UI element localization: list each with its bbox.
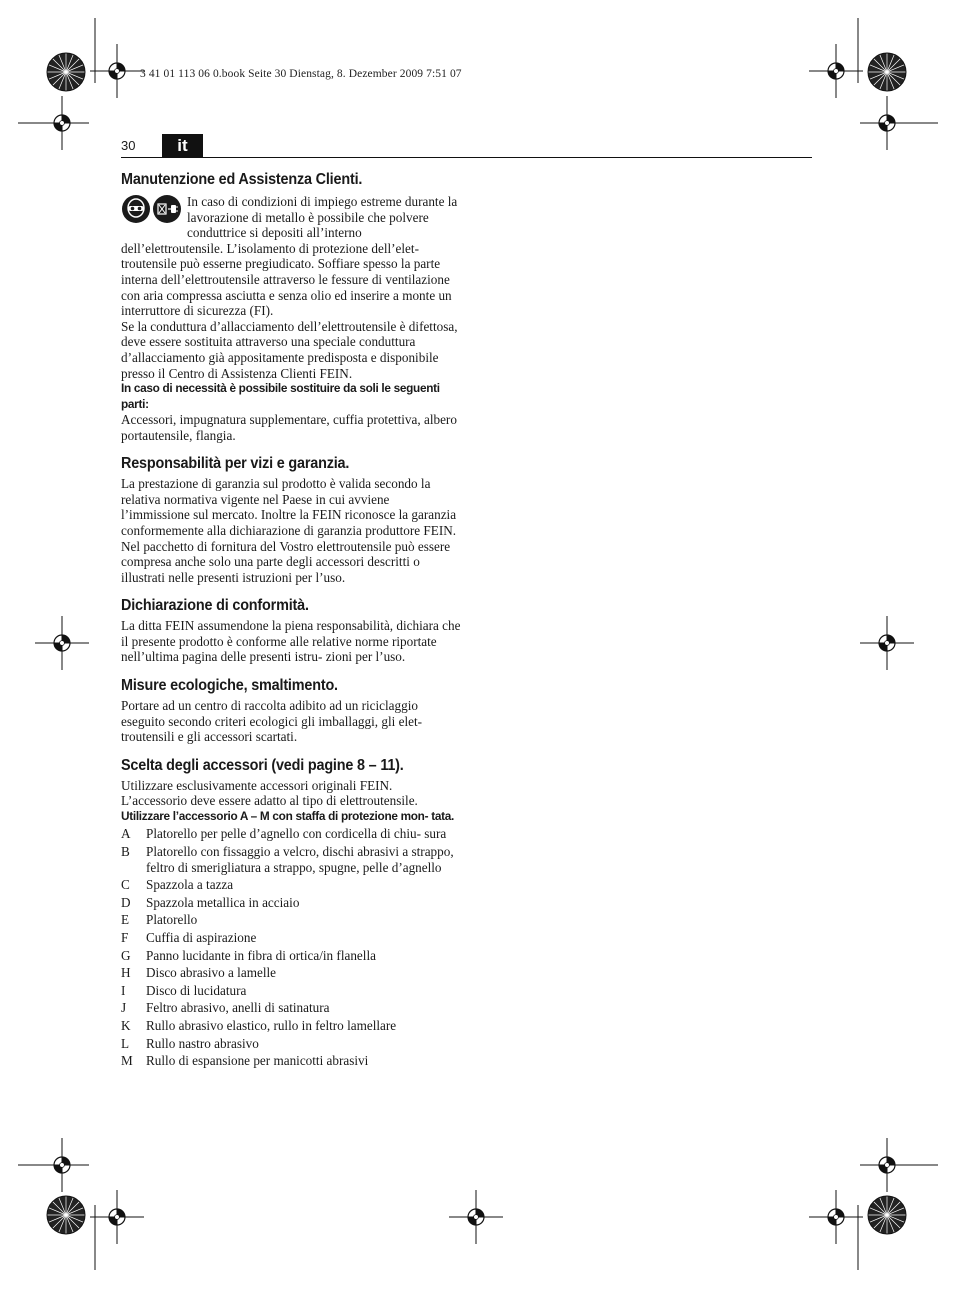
section-title-accessories: Scelta degli accessori (vedi pagine 8 – 11). — [121, 756, 404, 774]
ecology-paragraph-1: Portare ad un centro di raccolta adibito ad un riciclaggio eseguito secondo criteri ecologici gli imballaggi, gli elet- troutensili e gli accessori scartati. — [121, 698, 423, 745]
list-item: K Rullo abrasivo elastico, rullo in feltro lamellare — [121, 1017, 397, 1033]
warranty-paragraph-1: La prestazione di garanzia sul prodotto è valida secondo la relativa normativa vigente nel Paese in cui avviene l’immissione sul mercato. Inoltre la FEIN riconosce la garanzia conformemente alla dichiarazione di garanzia produttore FEIN. — [121, 476, 457, 538]
list-item: M Rullo di espansione per manicotti abrasivi — [121, 1053, 369, 1069]
maintenance-intro — [121, 194, 461, 319]
main-column — [121, 170, 461, 1069]
conformity-paragraph-1: La ditta FEIN assumendone la piena responsabilità, dichiara che il presente prodotto è conforme alle relative norme riportate nell’ultima pagina delle presenti istru- zioni per l’uso. — [121, 618, 461, 665]
maintenance-paragraph-3: Accessori, impugnatura supplementare, cuffia protettiva, albero portautensile, flangia. — [121, 411, 457, 443]
section-title-warranty: Responsabilità per vizi e garanzia. — [121, 455, 350, 473]
list-item: E Platorello — [121, 912, 198, 928]
safety-icons — [121, 195, 187, 233]
list-item: I Disco di lucidatura — [121, 982, 247, 998]
maintenance-paragraph-2: Se la conduttura d’allacciamento dell’elettroutensile è difettosa, deve essere sostituita attraverso una speciale conduttura d’allacciamento già appositamente predisposta e disponibile presso il Centro di Assistenza Clienti FEIN. — [121, 318, 458, 381]
list-item: F Cuffia di aspirazione — [121, 930, 257, 945]
safety-goggles-icon — [122, 195, 150, 223]
list-item: B Platorello con fissaggio a velcro, dischi abrasivi a strappo, feltro di smerigliatura a strappo, spugne, pelle d’agnello — [121, 844, 454, 875]
header-rule — [121, 157, 812, 158]
section-title-conformity: Dichiarazione di conformità. — [121, 597, 309, 615]
language-tab: it — [162, 134, 203, 157]
accessories-paragraph-1: Utilizzare esclusivamente accessori originali FEIN. — [121, 777, 393, 793]
section-title-ecology: Misure ecologiche, smaltimento. — [121, 677, 338, 695]
list-item: G Panno lucidante in fibra di ortica/in flanella — [121, 947, 376, 963]
list-item: A Platorello per pelle d’agnello con cordicella di chiu- sura — [121, 826, 447, 842]
page-number: 30 — [121, 138, 136, 153]
accessories-list — [121, 826, 461, 1068]
list-item: D Spazzola metallica in acciaio — [121, 894, 300, 910]
warranty-paragraph-2: Nel pacchetto di fornitura del Vostro elettroutensile può essere compresa anche solo una parte degli accessori descritti o illustrati nelle presenti istruzioni per l’uso. — [121, 538, 451, 585]
list-item: J Feltro abrasivo, anelli di satinatura — [121, 1000, 330, 1016]
maintenance-paragraph-1: In caso di condizioni di impiego estreme durante la lavorazione di metallo è possibile che polvere conduttrice si depositi all’interno dell’elettroutensile. L’isolamento di protezione dell’elet- troutensile può esserne pregiudicato. Soffiare spesso la parte interna dell’elettroutensile attraverso le fessure di ventilazione con aria compressa asciutta e senza olio ed inserire a monte un interruttore di sicurezza (FI). — [121, 194, 458, 319]
file-stamp: 3 41 01 113 06 0.book Seite 30 Dienstag, 8. Dezember 2009 7:51 07 — [140, 68, 462, 80]
list-item: C Spazzola a tazza — [121, 877, 234, 893]
list-item: L Rullo nastro abrasivo — [121, 1035, 259, 1051]
electrical-unplug-icon — [153, 195, 181, 223]
accessories-paragraph-2: L’accessorio deve essere adatto al tipo di elettroutensile. — [121, 793, 418, 809]
maintenance-note: In caso di necessità è possibile sostituire da soli le seguenti parti: — [121, 381, 440, 411]
accessories-note: Utilizzare l’accessorio A – M con staffa di protezione mon- tata. — [121, 809, 454, 824]
list-item: H Disco abrasivo a lamelle — [121, 965, 276, 981]
section-title-maintenance: Manutenzione ed Assistenza Clienti. — [121, 171, 363, 188]
